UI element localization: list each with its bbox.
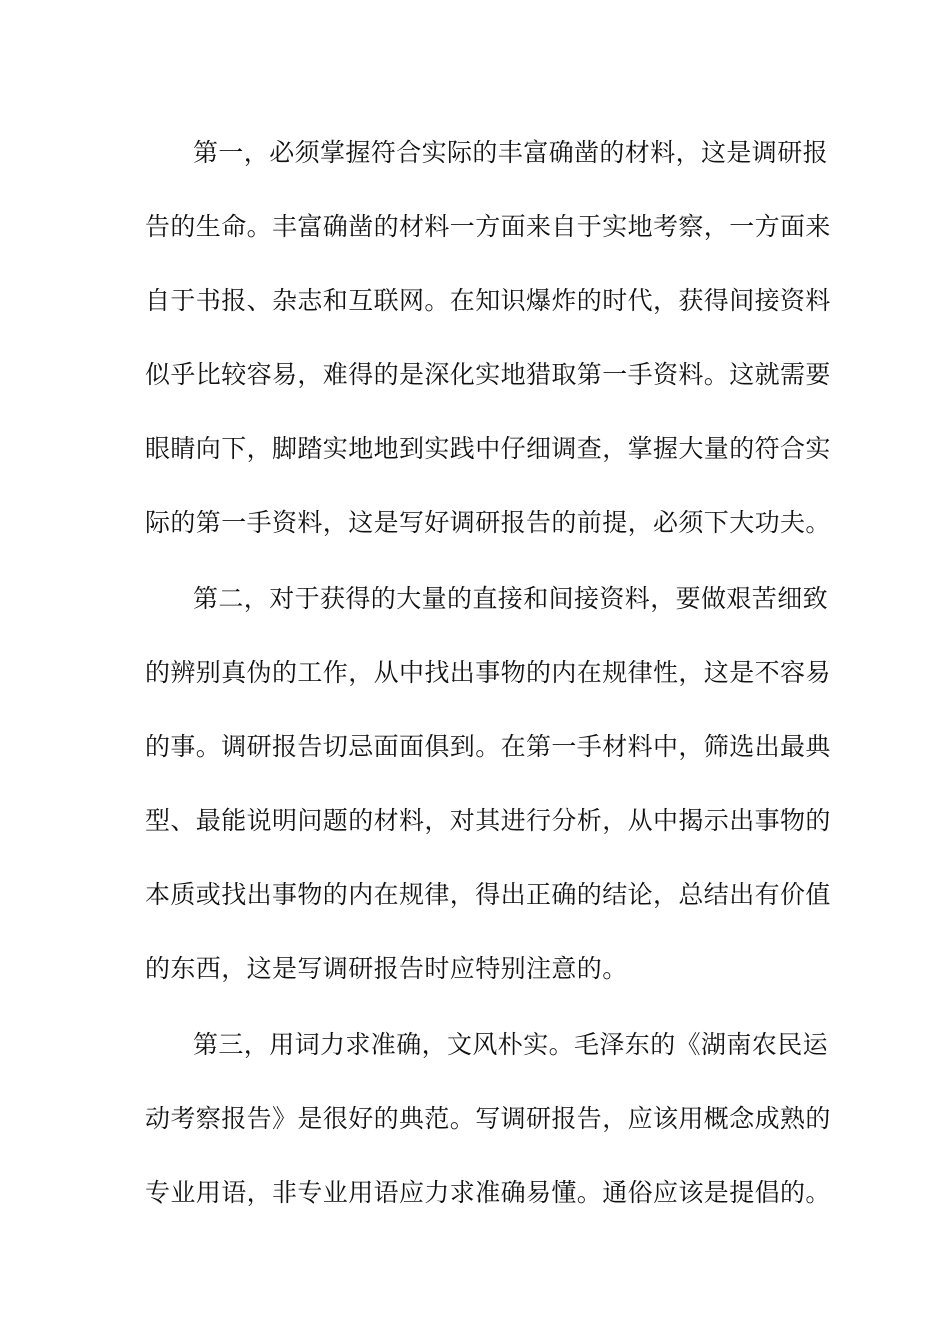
paragraph-2-line-4: 型、最能说明问题的材料，对其进行分析，从中揭示出事物的	[145, 806, 831, 835]
paragraph-1-line-3: 自于书报、杂志和互联网。在知识爆炸的时代，获得间接资料	[145, 286, 831, 315]
paragraph-1-line-6: 际的第一手资料，这是写好调研报告的前提，必须下大功夫。	[145, 508, 831, 537]
paragraph-3-line-3: 专业用语，非专业用语应力求准确易懂。通俗应该是提倡的。	[145, 1178, 831, 1207]
paragraph-2-line-3: 的事。调研报告切忌面面俱到。在第一手材料中，筛选出最典	[145, 732, 831, 761]
paragraph-2-line-6: 的东西，这是写调研报告时应特别注意的。	[145, 954, 628, 983]
paragraph-1-line-5: 眼睛向下，脚踏实地地到实践中仔细调查，掌握大量的符合实	[145, 434, 831, 463]
paragraph-3-line-1: 第三，用词力求准确，文风朴实。毛泽东的《湖南农民运	[193, 1030, 829, 1059]
paragraph-1-line-4: 似乎比较容易，难得的是深化实地猎取第一手资料。这就需要	[145, 360, 831, 389]
paragraph-2-line-1: 第二，对于获得的大量的直接和间接资料，要做艰苦细致	[193, 584, 829, 613]
paragraph-2-line-5: 本质或找出事物的内在规律，得出正确的结论，总结出有价值	[145, 880, 831, 909]
paragraph-3-line-2: 动考察报告》是很好的典范。写调研报告，应该用概念成熟的	[145, 1104, 831, 1133]
paragraph-1-line-2: 告的生命。丰富确凿的材料一方面来自于实地考察，一方面来	[145, 212, 831, 241]
paragraph-2-line-2: 的辨别真伪的工作，从中找出事物的内在规律性，这是不容易	[145, 658, 831, 687]
paragraph-1-line-1: 第一，必须掌握符合实际的丰富确凿的材料，这是调研报	[193, 138, 829, 167]
